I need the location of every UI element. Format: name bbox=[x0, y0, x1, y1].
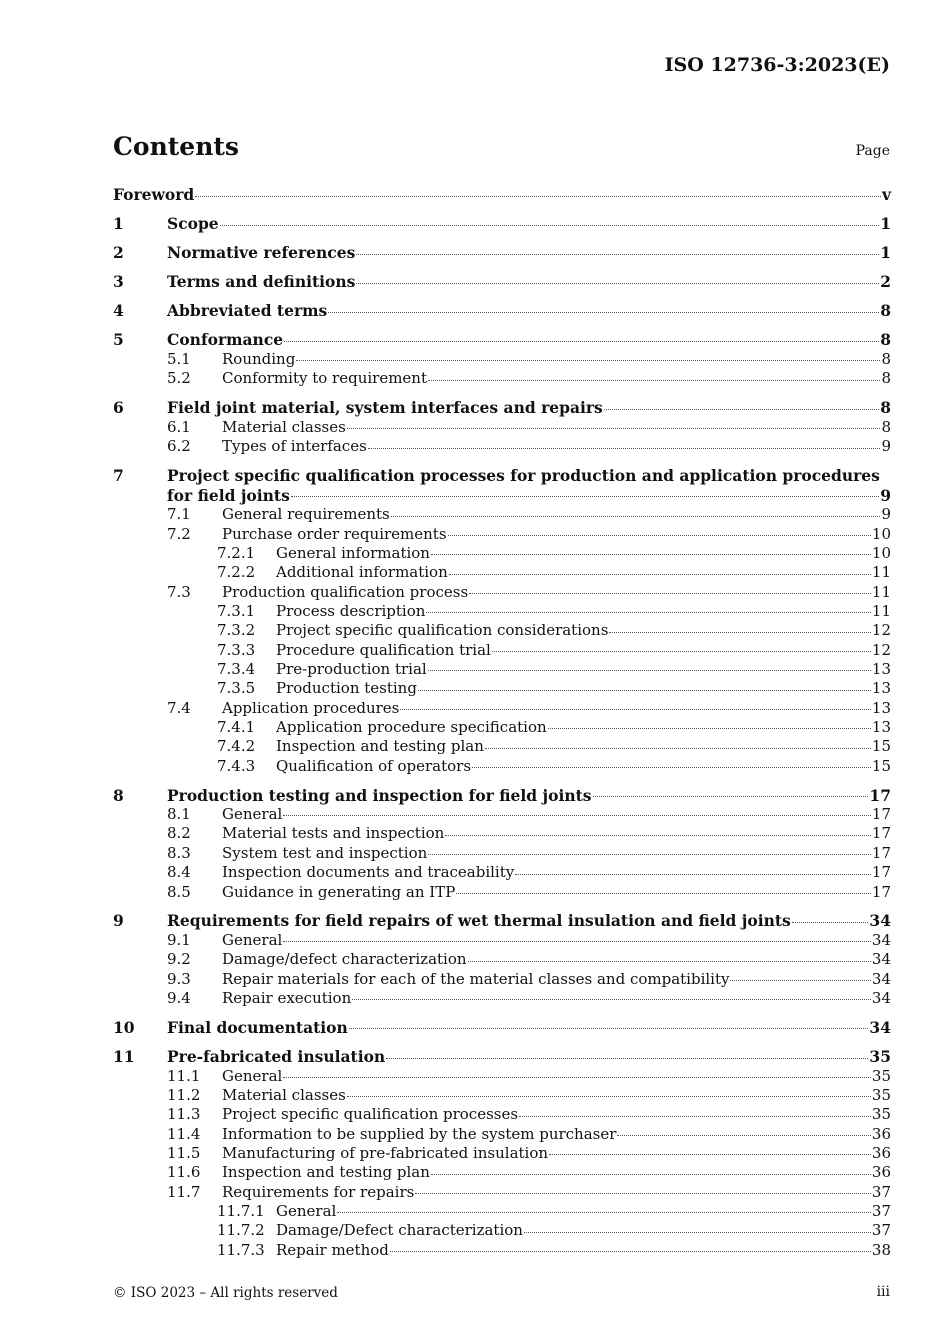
toc-entry-page: 11 bbox=[871, 601, 891, 620]
toc-entry-page: 35 bbox=[871, 1066, 891, 1085]
toc-entry-number: 7.3 bbox=[167, 582, 191, 601]
toc-entry-title: Material classes bbox=[222, 417, 346, 436]
toc-entry-number: 7 bbox=[113, 466, 124, 486]
toc-entry-number: 7.3.3 bbox=[217, 640, 256, 659]
toc-entry-title: Inspection and testing plan bbox=[222, 1163, 430, 1182]
toc-entry[interactable] bbox=[113, 505, 891, 524]
leader-dots bbox=[352, 995, 871, 1000]
leader-dots bbox=[472, 763, 871, 768]
leader-dots bbox=[515, 870, 871, 875]
toc-entry-number: 7.1 bbox=[167, 505, 191, 524]
toc-entry-title: Material tests and inspection bbox=[222, 824, 445, 843]
toc-entry[interactable] bbox=[113, 350, 891, 369]
toc-entry-page: 35 bbox=[871, 1105, 891, 1124]
toc-entry[interactable] bbox=[113, 718, 891, 737]
toc-entry-number: 3 bbox=[113, 272, 124, 292]
toc-entry-page: 13 bbox=[871, 679, 891, 698]
toc-entry[interactable] bbox=[113, 301, 891, 321]
toc-entry-number: 11.7 bbox=[167, 1182, 201, 1201]
toc-entry[interactable] bbox=[113, 621, 891, 640]
leader-dots bbox=[428, 850, 871, 855]
leader-dots bbox=[492, 647, 871, 652]
toc-entry[interactable] bbox=[113, 437, 891, 456]
toc-entry-number: 9.3 bbox=[167, 969, 191, 988]
leader-dots bbox=[283, 937, 871, 942]
leader-dots bbox=[220, 221, 880, 226]
toc-entry-title: Requirements for repairs bbox=[222, 1182, 415, 1201]
toc-entry-page: 13 bbox=[871, 659, 891, 678]
toc-entry-title: Final documentation bbox=[167, 1017, 348, 1037]
leader-dots bbox=[356, 250, 879, 255]
toc-entry-title: Repair execution bbox=[222, 988, 352, 1007]
page-title: Contents bbox=[113, 132, 240, 161]
leader-dots bbox=[296, 356, 880, 361]
leader-dots bbox=[524, 1228, 871, 1233]
toc-entry-title: Application procedure specification bbox=[276, 718, 547, 736]
toc-entry-title: Conformance bbox=[167, 330, 284, 350]
toc-entry-page: 8 bbox=[881, 350, 891, 369]
toc-entry[interactable] bbox=[113, 1086, 891, 1105]
toc-entry[interactable] bbox=[113, 1067, 891, 1086]
leader-dots bbox=[283, 1073, 871, 1078]
toc-entry[interactable] bbox=[113, 1144, 891, 1163]
leader-dots bbox=[368, 444, 881, 449]
toc-entry-page: 8 bbox=[880, 330, 891, 350]
toc-entry-title: Guidance in generating an ITP bbox=[222, 882, 456, 901]
toc-entry-number: 11.7.2 bbox=[217, 1221, 265, 1240]
toc-entry[interactable] bbox=[113, 989, 891, 1008]
toc-entry[interactable] bbox=[113, 214, 891, 234]
toc-entry-page: 17 bbox=[869, 785, 891, 805]
toc-entry-number: 7.4.2 bbox=[217, 737, 256, 756]
toc-entry-title: Project specific qualification processes bbox=[222, 1105, 519, 1124]
toc-entry[interactable] bbox=[113, 950, 891, 969]
leader-dots bbox=[426, 608, 871, 613]
leader-dots bbox=[456, 889, 871, 894]
toc-entry-number: 8.3 bbox=[167, 843, 191, 862]
toc-entry-title: Inspection documents and traceability bbox=[222, 863, 515, 882]
toc-entry[interactable] bbox=[113, 679, 891, 698]
toc-entry-page: 15 bbox=[871, 737, 891, 756]
toc-entry-page: 12 bbox=[871, 621, 891, 640]
toc-entry-title: Inspection and testing plan bbox=[276, 737, 484, 756]
toc-entry-number: 6.1 bbox=[167, 417, 191, 436]
leader-dots bbox=[349, 1024, 869, 1029]
leader-dots bbox=[519, 1112, 871, 1117]
leader-dots bbox=[431, 550, 871, 555]
toc-entry-page: 37 bbox=[871, 1201, 891, 1220]
toc-entry[interactable] bbox=[113, 1125, 891, 1144]
toc-entry-page: 34 bbox=[869, 1017, 891, 1037]
toc-entry-page: 36 bbox=[871, 1163, 891, 1182]
leader-dots bbox=[390, 1247, 871, 1252]
leader-dots bbox=[291, 492, 879, 497]
leader-dots bbox=[431, 1170, 871, 1175]
leader-dots bbox=[593, 792, 869, 797]
toc-entry[interactable] bbox=[113, 883, 891, 902]
toc-entry[interactable] bbox=[113, 931, 891, 950]
toc-entry-page: 11 bbox=[871, 563, 891, 582]
toc-entry[interactable] bbox=[113, 1183, 891, 1202]
toc-entry-title: Normative references bbox=[167, 243, 356, 263]
leader-dots bbox=[428, 376, 880, 381]
toc-entry[interactable] bbox=[113, 737, 891, 756]
toc-entry[interactable] bbox=[113, 911, 891, 931]
toc-entry-page: 34 bbox=[871, 950, 891, 969]
toc-entry-number: 7.3.1 bbox=[217, 601, 256, 620]
toc-entry[interactable] bbox=[113, 272, 891, 292]
toc-entry-page: 9 bbox=[881, 505, 891, 524]
toc-entry-page: 13 bbox=[871, 698, 891, 717]
toc-entry-number: 7.3.4 bbox=[217, 659, 256, 678]
leader-dots bbox=[328, 308, 879, 313]
leader-dots bbox=[283, 811, 871, 816]
toc-entry-page: 9 bbox=[881, 437, 891, 456]
toc-entry[interactable] bbox=[113, 525, 891, 544]
toc-entry[interactable] bbox=[113, 1105, 891, 1124]
toc-entry-continuation[interactable] bbox=[113, 486, 891, 506]
toc-entry-number: 7.4.1 bbox=[217, 718, 256, 736]
toc-entry-number: 11.6 bbox=[167, 1163, 201, 1182]
toc-entry[interactable] bbox=[113, 1047, 891, 1067]
toc-entry-title: Repair method bbox=[276, 1240, 389, 1259]
toc-entry-number: 11.2 bbox=[167, 1085, 201, 1104]
table-of-contents bbox=[113, 185, 891, 1260]
toc-entry[interactable] bbox=[113, 466, 891, 486]
toc-entry-page: 11 bbox=[871, 582, 891, 601]
leader-dots bbox=[449, 570, 871, 575]
toc-entry-number: 10 bbox=[113, 1017, 135, 1037]
toc-entry-title: General information bbox=[276, 543, 430, 562]
toc-entry-title: Requirements for field repairs of wet thermal insulation and field joints bbox=[167, 911, 791, 931]
toc-entry-number: 7.2.1 bbox=[217, 543, 256, 562]
toc-entry[interactable] bbox=[113, 1163, 891, 1182]
toc-entry-page: 34 bbox=[871, 988, 891, 1007]
toc-entry-number: 8.5 bbox=[167, 882, 191, 901]
toc-entry-page: 17 bbox=[871, 824, 891, 843]
toc-entry-title: Pre-fabricated insulation bbox=[167, 1046, 386, 1066]
toc-entry[interactable] bbox=[113, 544, 891, 563]
toc-entry[interactable] bbox=[113, 185, 891, 205]
leader-dots bbox=[400, 705, 871, 710]
toc-entry-title: Production qualification process bbox=[222, 582, 469, 601]
toc-entry-page: 37 bbox=[871, 1221, 891, 1240]
toc-entry-page: 13 bbox=[871, 718, 891, 736]
toc-entry-page: 1 bbox=[880, 214, 891, 234]
toc-entry-title: Production testing bbox=[276, 679, 417, 698]
toc-entry-page: 8 bbox=[880, 398, 891, 418]
toc-entry-page: 36 bbox=[871, 1143, 891, 1162]
toc-entry-page: 34 bbox=[871, 969, 891, 988]
toc-entry[interactable] bbox=[113, 369, 891, 388]
toc-entry-title: Project specific qualification considerations bbox=[276, 621, 609, 640]
toc-entry-number: 11.7.1 bbox=[217, 1201, 265, 1220]
toc-entry-title: Foreword bbox=[113, 185, 195, 204]
toc-entry-title: General bbox=[222, 805, 283, 824]
toc-entry[interactable] bbox=[113, 805, 891, 824]
toc-entry-number: 5.2 bbox=[167, 369, 191, 388]
toc-entry-number: 8 bbox=[113, 785, 124, 805]
toc-entry-number: 9.4 bbox=[167, 988, 191, 1007]
toc-entry-number: 7.3.5 bbox=[217, 679, 256, 698]
toc-entry[interactable] bbox=[113, 1221, 891, 1240]
toc-entry-title: Application procedures bbox=[222, 698, 400, 717]
document-id: ISO 12736-3:2023(E) bbox=[664, 54, 890, 76]
toc-entry-title: Terms and definitions bbox=[167, 272, 356, 292]
toc-entry-title: Purchase order requirements bbox=[222, 524, 447, 543]
toc-entry[interactable] bbox=[113, 863, 891, 882]
toc-entry-title-continued: for field joints bbox=[167, 485, 290, 505]
toc-entry-number: 8.4 bbox=[167, 863, 191, 882]
toc-entry-title: Conformity to requirement bbox=[222, 369, 427, 388]
leader-dots bbox=[284, 337, 879, 342]
toc-entry-title: Production testing and inspection for field joints bbox=[167, 785, 592, 805]
toc-entry-page: 34 bbox=[871, 930, 891, 949]
toc-entry-page: 9 bbox=[880, 485, 891, 505]
toc-entry-number: 1 bbox=[113, 214, 124, 234]
toc-entry-number: 7.3.2 bbox=[217, 621, 256, 640]
leader-dots bbox=[418, 686, 871, 691]
toc-entry-number: 11.4 bbox=[167, 1124, 201, 1143]
toc-entry-title: Qualification of operators bbox=[276, 756, 472, 775]
toc-entry[interactable] bbox=[113, 563, 891, 582]
toc-entry-number: 4 bbox=[113, 301, 124, 321]
toc-entry-number: 5 bbox=[113, 330, 124, 350]
toc-entry[interactable] bbox=[113, 418, 891, 437]
page-column-label: Page bbox=[855, 143, 890, 159]
toc-entry-number: 6 bbox=[113, 398, 124, 418]
toc-entry-title: Rounding bbox=[222, 350, 296, 369]
toc-entry-page: 35 bbox=[869, 1046, 891, 1066]
toc-entry[interactable] bbox=[113, 1241, 891, 1260]
leader-dots bbox=[485, 744, 871, 749]
leader-dots bbox=[415, 1189, 871, 1194]
toc-entry-page: 10 bbox=[871, 524, 891, 543]
toc-entry-page: 15 bbox=[871, 756, 891, 775]
leader-dots bbox=[347, 1092, 871, 1097]
toc-entry-title: General bbox=[222, 930, 283, 949]
toc-entry-number: 11.1 bbox=[167, 1066, 201, 1085]
toc-entry-page: 38 bbox=[871, 1240, 891, 1259]
toc-entry-title: Additional information bbox=[276, 563, 448, 582]
toc-entry-title: General bbox=[222, 1066, 283, 1085]
toc-entry-title: Process description bbox=[276, 601, 426, 620]
leader-dots bbox=[195, 192, 881, 197]
toc-entry-title: Pre-production trial bbox=[276, 659, 427, 678]
leader-dots bbox=[469, 589, 871, 594]
toc-entry-title: Field joint material, system interfaces and repairs bbox=[167, 398, 603, 418]
toc-entry-title: Damage/defect characterization bbox=[222, 950, 467, 969]
toc-entry-number: 8.2 bbox=[167, 824, 191, 843]
toc-entry[interactable] bbox=[113, 970, 891, 989]
toc-entry-page: 1 bbox=[880, 243, 891, 263]
leader-dots bbox=[448, 531, 871, 536]
leader-dots bbox=[337, 1208, 871, 1213]
leader-dots bbox=[609, 628, 871, 633]
leader-dots bbox=[428, 666, 871, 671]
toc-entry-title: General requirements bbox=[222, 505, 390, 524]
toc-entry-number: 7.2.2 bbox=[217, 563, 256, 582]
toc-entry-number: 5.1 bbox=[167, 350, 191, 369]
toc-entry[interactable] bbox=[113, 660, 891, 679]
toc-entry-number: 9 bbox=[113, 911, 124, 931]
toc-entry-number: 2 bbox=[113, 243, 124, 263]
leader-dots bbox=[391, 512, 881, 517]
toc-entry-number: 7.2 bbox=[167, 524, 191, 543]
toc-entry-number: 11 bbox=[113, 1046, 135, 1066]
toc-entry-page: 2 bbox=[880, 272, 891, 292]
leader-dots bbox=[604, 405, 879, 410]
leader-dots bbox=[468, 957, 871, 962]
toc-entry-page: 17 bbox=[871, 863, 891, 882]
toc-entry-number: 9.2 bbox=[167, 950, 191, 969]
toc-entry-number: 7.4 bbox=[167, 698, 191, 717]
toc-entry[interactable] bbox=[113, 243, 891, 263]
leader-dots bbox=[549, 1150, 871, 1155]
leader-dots bbox=[347, 424, 881, 429]
toc-entry[interactable] bbox=[113, 824, 891, 843]
toc-entry-title: Procedure qualification trial bbox=[276, 640, 491, 659]
toc-entry-number: 8.1 bbox=[167, 805, 191, 824]
toc-entry[interactable] bbox=[113, 583, 891, 602]
toc-entry-page: 36 bbox=[871, 1124, 891, 1143]
toc-entry-number: 9.1 bbox=[167, 930, 191, 949]
toc-entry-page: 8 bbox=[881, 369, 891, 388]
toc-entry[interactable] bbox=[113, 757, 891, 776]
leader-dots bbox=[445, 831, 871, 836]
toc-entry[interactable] bbox=[113, 844, 891, 863]
leader-dots bbox=[730, 976, 870, 981]
leader-dots bbox=[548, 724, 871, 729]
toc-entry[interactable] bbox=[113, 1202, 891, 1221]
toc-entry[interactable] bbox=[113, 330, 891, 350]
toc-entry-title: Manufacturing of pre-fabricated insulation bbox=[222, 1143, 549, 1162]
toc-entry[interactable] bbox=[113, 1018, 891, 1038]
toc-entry-title: System test and inspection bbox=[222, 843, 428, 862]
toc-entry-page: 37 bbox=[871, 1182, 891, 1201]
copyright-notice: © ISO 2023 – All rights reserved bbox=[113, 1285, 338, 1301]
page-number: iii bbox=[876, 1284, 890, 1300]
toc-entry-page: 34 bbox=[869, 911, 891, 931]
toc-entry-number: 6.2 bbox=[167, 437, 191, 456]
toc-entry-page: 17 bbox=[871, 882, 891, 901]
toc-entry-page: 35 bbox=[871, 1085, 891, 1104]
toc-entry[interactable] bbox=[113, 398, 891, 418]
toc-entry-page: 8 bbox=[880, 301, 891, 321]
toc-entry-title: Abbreviated terms bbox=[167, 301, 328, 321]
toc-entry-title: Project specific qualification processes for production and application procedures bbox=[167, 466, 880, 486]
toc-entry-title: Scope bbox=[167, 214, 219, 234]
toc-entry[interactable] bbox=[113, 641, 891, 660]
toc-entry-title: General bbox=[276, 1201, 337, 1220]
toc-entry-title: Repair materials for each of the material classes and compatibility bbox=[222, 969, 730, 988]
leader-dots bbox=[792, 918, 869, 923]
toc-entry-page: 17 bbox=[871, 843, 891, 862]
leader-dots bbox=[386, 1054, 868, 1059]
leader-dots bbox=[356, 279, 879, 284]
toc-entry-page: 8 bbox=[881, 417, 891, 436]
toc-entry-page: 17 bbox=[871, 805, 891, 824]
toc-entry-title: Information to be supplied by the system purchaser bbox=[222, 1124, 617, 1143]
toc-entry-number: 11.3 bbox=[167, 1105, 201, 1124]
toc-entry-title: Damage/Defect characterization bbox=[276, 1221, 523, 1240]
toc-entry-page: 12 bbox=[871, 640, 891, 659]
toc-entry-number: 7.4.3 bbox=[217, 756, 256, 775]
toc-entry[interactable] bbox=[113, 699, 891, 718]
toc-entry[interactable] bbox=[113, 786, 891, 806]
toc-entry[interactable] bbox=[113, 602, 891, 621]
toc-entry-number: 11.5 bbox=[167, 1143, 201, 1162]
toc-entry-page: v bbox=[881, 185, 891, 204]
toc-entry-page: 10 bbox=[871, 543, 891, 562]
toc-entry-title: Material classes bbox=[222, 1085, 346, 1104]
toc-entry-number: 11.7.3 bbox=[217, 1240, 265, 1259]
leader-dots bbox=[617, 1131, 871, 1136]
toc-entry-title: Types of interfaces bbox=[222, 437, 367, 456]
